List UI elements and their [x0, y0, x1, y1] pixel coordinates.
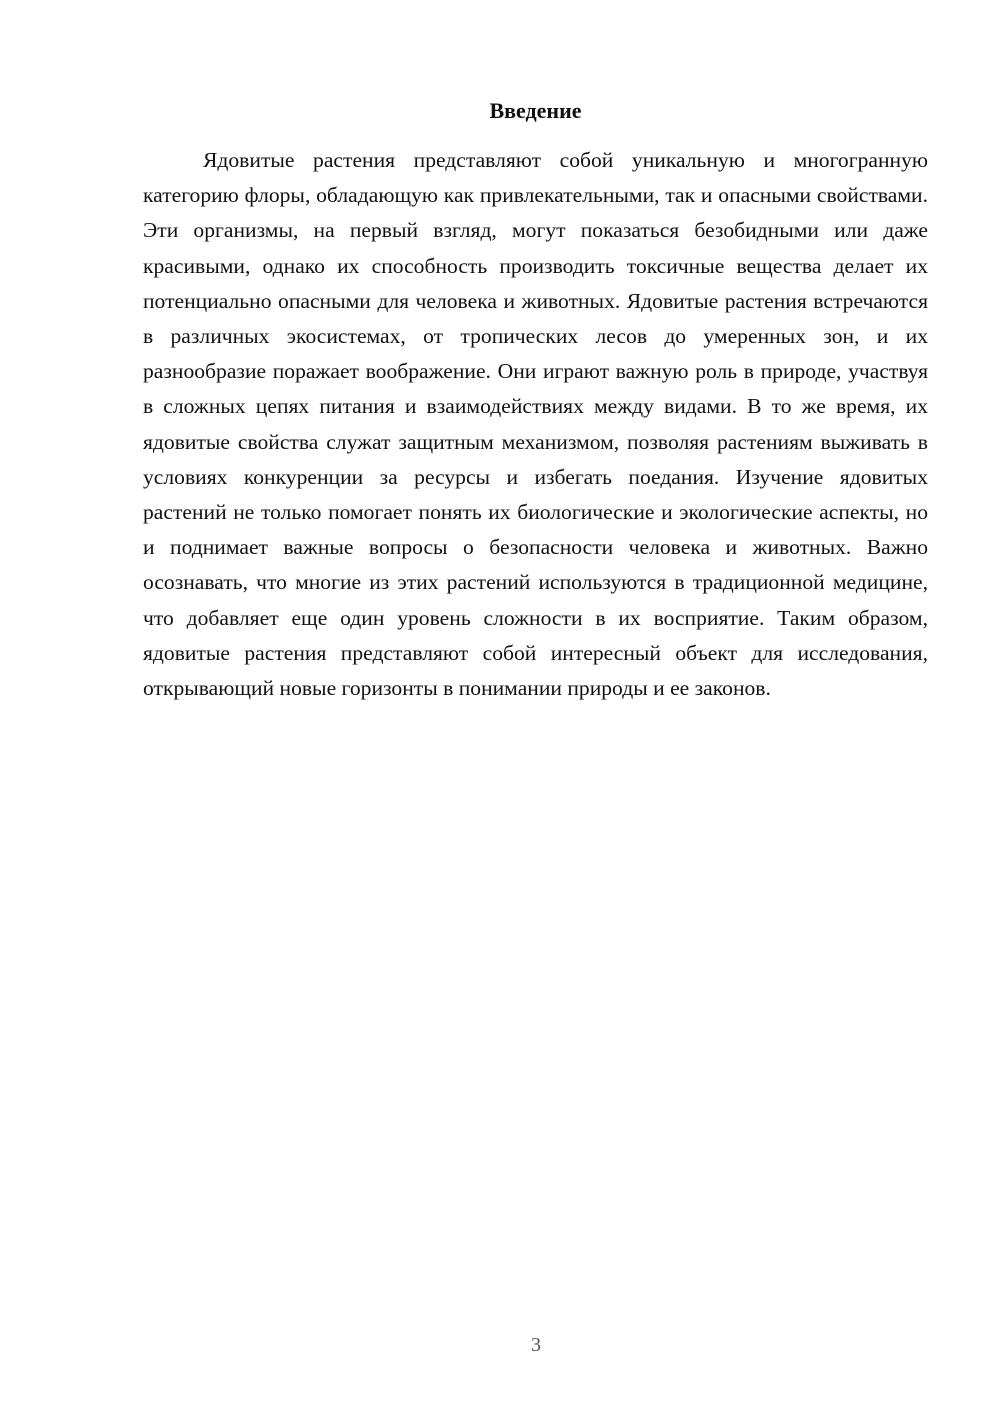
- page-number: 3: [531, 1334, 541, 1356]
- section-heading: Введение: [489, 98, 582, 123]
- body-paragraph: Ядовитые растения представляют собой уникальную и многогранную категорию флоры, обладающую как привлекательными, так и опасными свойствами. Эти организмы, на первый взгляд, могут показаться безобидными или даже красивыми, однако их способность производить токсичные вещества делает их потенциально опасными для человека и животных. Ядовитые растения встречаются в различных экосистемах, от тропических лесов до умеренных зон, и их разнообразие поражает воображение. Они играют важную роль в природе, участвуя в сложных цепях питания и взаимодействиях между видами. В то же время, их ядовитые свойства служат защитным механизмом, позволяя растениям выживать в условиях конкуренции за ресурсы и избегать поедания. Изучение ядовитых растений не только помогает понять их биологические и экологические аспекты, но и поднимает важные вопросы о безопасности человека и животных. Важно осознавать, что многие из этих растений используются в традиционной медицине, что добавляет еще один уровень сложности в их восприятие. Таким образом, ядовитые растения представляют собой интересный объект для исследования, открывающий новые горизонты в понимании природы и ее законов.: [143, 148, 928, 701]
